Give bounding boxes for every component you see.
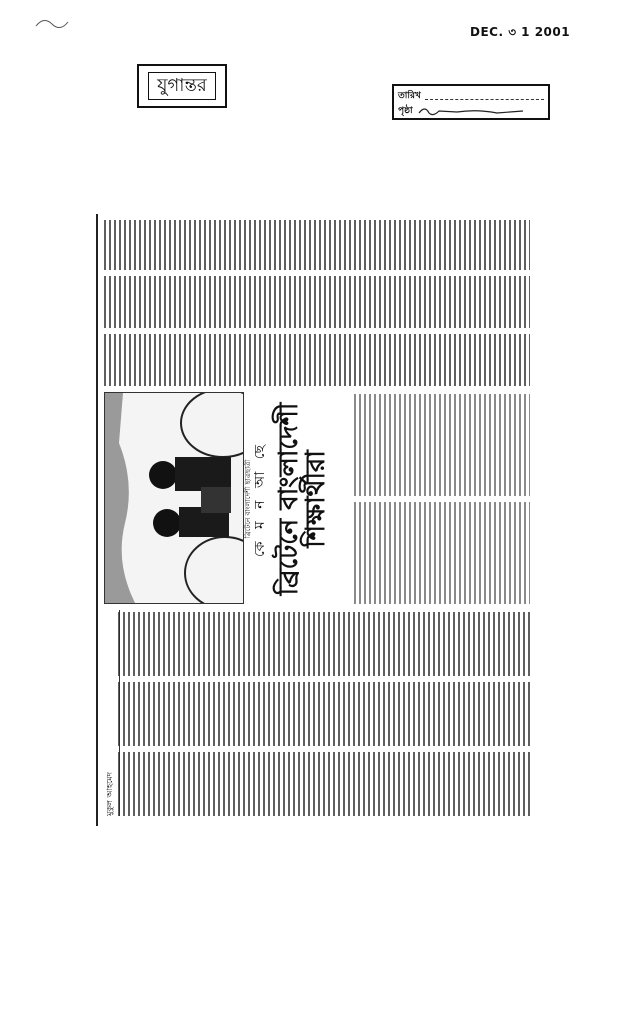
newspaper-name-stamp xyxy=(137,64,227,108)
byline: মুকুল আহমেদ xyxy=(104,610,120,816)
handwritten-signature xyxy=(417,105,527,117)
date-line xyxy=(425,91,544,100)
headline: ব্রিটেনে বাংলাদেশী শিক্ষার্থীরা xyxy=(274,402,332,596)
photo-image xyxy=(105,393,243,603)
text-column xyxy=(104,220,530,270)
date-stamp: DEC. ৩ 1 2001 xyxy=(470,25,571,39)
article-photo xyxy=(104,392,244,604)
text-column xyxy=(354,502,530,604)
date-row xyxy=(398,88,544,103)
date-label: তারিখ xyxy=(398,91,421,101)
clipping-rotated-sheet xyxy=(96,214,536,826)
text-column xyxy=(354,394,530,496)
headline-block xyxy=(248,394,348,604)
text-column xyxy=(104,276,530,328)
text-column xyxy=(118,752,530,816)
page-label: পৃষ্ঠা xyxy=(398,106,413,116)
newspaper-name: যুগান্তর xyxy=(148,72,216,100)
scribble-mark xyxy=(34,14,74,34)
metadata-stamp xyxy=(392,84,550,120)
page-row xyxy=(398,103,544,118)
newspaper-clipping xyxy=(96,214,536,826)
text-column xyxy=(118,612,530,676)
text-column xyxy=(118,682,530,746)
kicker: কে ম ন আ ছে xyxy=(252,441,268,557)
text-column xyxy=(104,334,530,386)
photo-caption: ব্রিটেনে বাংলাদেশী ছাত্রছাত্রী xyxy=(244,459,252,539)
